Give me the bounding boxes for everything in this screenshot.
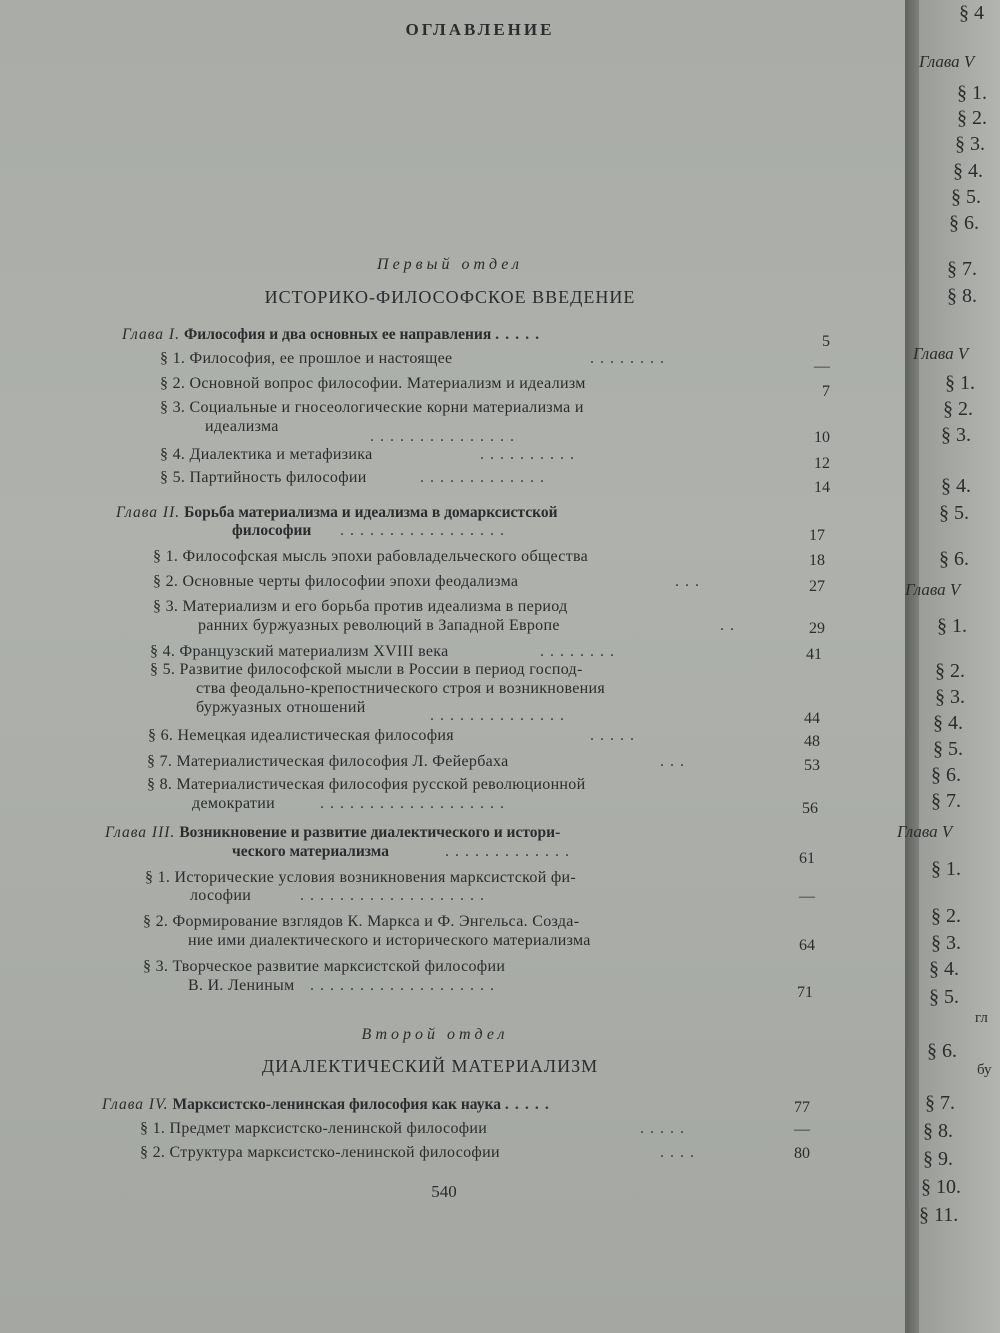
leader-dots: ................... <box>300 887 490 904</box>
right-fragment: Глава V <box>913 344 969 363</box>
ch2-sec8-page: 56 <box>802 800 818 817</box>
leader-dots: ................... <box>320 795 510 812</box>
ch1-sec1-page: — <box>814 358 830 375</box>
ch3-sec3-line1: § 3. Творческое развитие марксистской философии <box>143 958 506 975</box>
right-fragment: § 3. <box>931 932 961 954</box>
ch4-sec2-line1: § 2. Структура марксистско-ленинской философии <box>140 1144 500 1161</box>
right-fragment: Глава V <box>897 822 953 841</box>
leader-dots: ... <box>660 753 690 770</box>
ch2-sec3-line1: § 3. Материализм и его борьба против идеализма в период <box>153 598 568 615</box>
leader-dots: ........ <box>540 643 620 660</box>
ch1-sec3-line2: идеализма <box>205 418 279 435</box>
leader-dots: ................... <box>310 977 500 994</box>
ch2-sec7-line1: § 7. Материалистическая философия Л. Фейербаха <box>147 753 509 770</box>
ch4-sec1-page: — <box>794 1121 810 1138</box>
right-fragment: § 6. <box>931 764 961 786</box>
ch4-sec1-line1: § 1. Предмет марксистско-ленинской философии <box>140 1120 488 1137</box>
chapter-3-page: 61 <box>799 850 815 867</box>
chapter-1-page: 5 <box>822 333 830 350</box>
right-fragment: бу <box>977 1062 992 1078</box>
chapter-1-number: Глава I. <box>122 326 180 343</box>
right-fragment: § 7. <box>931 790 961 812</box>
ch2-sec5-line1: § 5. Развитие философской мысли в России в период господ- <box>150 661 583 678</box>
ch3-sec2-line1: § 2. Формирование взглядов К. Маркса и Ф. Энгельса. Созда- <box>143 913 580 930</box>
part-1-label: Первый отдел <box>377 256 523 273</box>
ch2-sec4-page: 41 <box>806 646 822 663</box>
right-fragment: § 7. <box>947 258 977 280</box>
chapter-3-heading <box>105 824 560 842</box>
ch1-sec2-page: 7 <box>822 383 830 400</box>
leader-dots: .. <box>720 617 740 634</box>
ch3-sec3-line2: В. И. Лениным <box>188 977 295 994</box>
ch1-sec5-line1: § 5. Партийность философии <box>160 469 367 486</box>
right-fragment: § 7. <box>925 1092 955 1114</box>
leader-dots: .......... <box>480 446 580 463</box>
ch2-sec5-page: 44 <box>804 710 820 727</box>
chapter-1-title: Философия и два основных ее направления <box>183 326 492 343</box>
right-fragment: § 1. <box>931 858 961 880</box>
right-fragment: § 9. <box>923 1148 953 1170</box>
chapter-3-title-line1: Возникновение и развитие диалектического и истори- <box>179 824 561 841</box>
right-fragment: § 5. <box>933 738 963 760</box>
ch3-sec2-line2: ние ими диалектического и исторического материализма <box>188 932 591 949</box>
chapter-4-title: Марксистско-ленинская философия как наука <box>172 1096 501 1113</box>
chapter-2-title-line1: Борьба материализма и идеализма в домарксистской <box>184 504 558 521</box>
right-fragment: § 6. <box>927 1040 957 1062</box>
right-fragment: § 10. <box>921 1176 961 1198</box>
ch2-sec5-line3: буржуазных отношений <box>196 699 366 716</box>
ch2-sec3-page: 29 <box>809 620 825 637</box>
part-2-title: ДИАЛЕКТИЧЕСКИЙ МАТЕРИАЛИЗМ <box>261 1056 599 1076</box>
right-fragment: § 6. <box>949 212 979 234</box>
chapter-4-heading <box>102 1096 555 1114</box>
part-1-title: ИСТОРИКО-ФИЛОСОФСКОЕ ВВЕДЕНИЕ <box>264 287 636 307</box>
leader-dots: ........ <box>590 350 670 367</box>
book-gutter <box>905 0 919 1333</box>
right-fragment: § 5. <box>929 986 959 1008</box>
right-fragment: § 2. <box>935 660 965 682</box>
page-number: 540 <box>431 1182 457 1201</box>
ch1-sec2-line1: § 2. Основной вопрос философии. Материализм и идеализм <box>160 375 586 392</box>
leader-dots: .............. <box>430 707 570 724</box>
right-fragment: § 6. <box>939 548 969 570</box>
ch2-sec2-page: 27 <box>809 578 825 595</box>
leader-dots: ............. <box>445 843 575 860</box>
ch2-sec1-line1: § 1. Философская мысль эпохи рабовладельческого общества <box>153 548 589 565</box>
chapter-3-title-line2: ческого материализма <box>232 843 390 860</box>
page-title: ОГЛАВЛЕНИЕ <box>405 20 555 39</box>
leader-dots: ..... <box>640 1120 690 1137</box>
right-fragment: § 4. <box>929 958 959 980</box>
right-fragment: Глава V <box>919 52 975 71</box>
ch1-sec5-page: 14 <box>814 479 830 496</box>
chapter-2-heading <box>116 504 558 522</box>
ch3-sec1-line2: лософии <box>190 887 252 904</box>
chapter-2-title-line2: философии <box>232 522 312 539</box>
chapter-4-number: Глава IV. <box>102 1096 169 1113</box>
right-fragment: § 2. <box>943 398 973 420</box>
right-fragment: гл <box>975 1010 988 1026</box>
right-fragment: § 3. <box>955 133 985 155</box>
ch2-sec2-line1: § 2. Основные черты философии эпохи феодализма <box>153 573 519 590</box>
ch1-sec3-line1: § 3. Социальные и гносеологические корни материализма и <box>160 399 584 416</box>
ch4-sec2-page: 80 <box>794 1145 810 1162</box>
ch3-sec1-page: — <box>799 888 815 905</box>
right-fragment: § 4. <box>941 475 971 497</box>
right-fragment: § 8. <box>947 285 977 307</box>
leader-dots: ..... <box>495 326 546 343</box>
leader-dots: ............. <box>420 469 550 486</box>
right-fragment: § 2. <box>931 905 961 927</box>
ch1-sec3-page: 10 <box>814 429 830 446</box>
right-fragment: § 4 <box>959 2 984 24</box>
right-fragment: § 11. <box>919 1204 959 1226</box>
leader-dots: .... <box>660 1144 700 1161</box>
leader-dots: ................. <box>340 522 510 539</box>
ch3-sec2-page: 64 <box>799 937 815 954</box>
right-fragment: § 2. <box>957 107 987 129</box>
ch1-sec4-page: 12 <box>814 455 830 472</box>
right-fragment: Глава V <box>905 580 961 599</box>
chapter-1-heading <box>122 326 545 344</box>
leader-dots: ... <box>675 573 705 590</box>
chapter-2-number: Глава II. <box>116 504 181 521</box>
ch2-sec3-line2: ранних буржуазных революций в Западной Европе <box>198 617 560 634</box>
right-fragment: § 3. <box>941 424 971 446</box>
ch3-sec1-line1: § 1. Исторические условия возникновения марксистской фи- <box>145 869 577 886</box>
book-page-right <box>897 0 1000 1333</box>
ch2-sec7-page: 53 <box>804 757 820 774</box>
right-fragment: § 5. <box>951 186 981 208</box>
ch2-sec8-line1: § 8. Материалистическая философия русской революционной <box>147 776 586 793</box>
leader-dots: ..... <box>590 727 640 744</box>
ch3-sec3-page: 71 <box>797 984 813 1001</box>
ch2-sec6-page: 48 <box>804 733 820 750</box>
right-fragment: § 1. <box>945 372 975 394</box>
ch2-sec6-line1: § 6. Немецкая идеалистическая философия <box>148 727 454 744</box>
ch2-sec4-line1: § 4. Французский материализм XVIII века <box>150 643 449 660</box>
ch2-sec1-page: 18 <box>809 552 825 569</box>
ch2-sec5-line2: ства феодально-крепостнического строя и возникновения <box>196 680 606 697</box>
leader-dots: ............... <box>370 428 520 445</box>
right-fragment: § 5. <box>939 502 969 524</box>
right-fragment: § 4. <box>953 160 983 182</box>
right-fragment: § 1. <box>937 615 967 637</box>
right-fragment: § 8. <box>923 1120 953 1142</box>
right-fragment: § 4. <box>933 712 963 734</box>
chapter-3-number: Глава III. <box>105 824 176 841</box>
ch1-sec4-line1: § 4. Диалектика и метафизика <box>160 446 373 463</box>
ch2-sec8-line2: демократии <box>192 795 275 812</box>
part-2-label: Второй отдел <box>361 1026 509 1043</box>
chapter-2-page: 17 <box>809 527 825 544</box>
chapter-4-page: 77 <box>794 1099 810 1116</box>
right-fragment: § 3. <box>935 686 965 708</box>
right-fragment: § 1. <box>957 82 987 104</box>
leader-dots: ..... <box>504 1096 555 1113</box>
ch1-sec1-line1: § 1. Философия, ее прошлое и настоящее <box>160 350 453 367</box>
